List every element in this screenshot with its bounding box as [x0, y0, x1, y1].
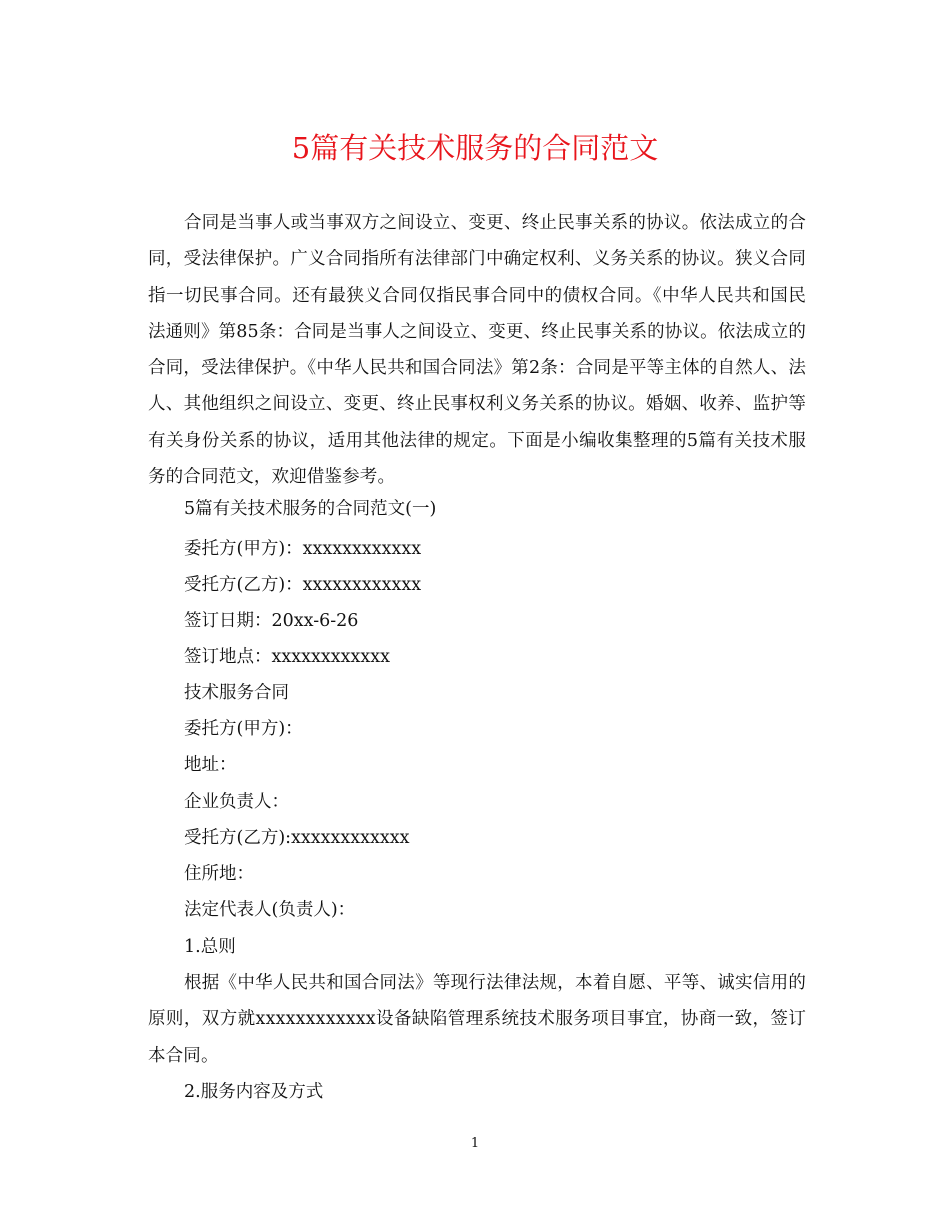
address-line: 地址： [184, 755, 237, 775]
page-number: 1 [470, 1136, 480, 1151]
legal-rep-line: 法定代表人(负责人)： [184, 900, 356, 920]
intro-paragraph: 合同是当事人或当事双方之间设立、变更、终止民事关系的协议。依法成立的合同，受法律保护。广义合同指所有法律部门中确定权利、义务关系的协议。狭义合同指一切民事合同。还有最狭义合同仅指民事合同中的债权合同。《中华人民共和国民法通则》第85条：合同是当事人之间设立、变更、终止民事关系的协议。依法成立的合同，受法律保护。《中华人民共和国合同法》第2条：合同是平等主体的自然人、法人、其他组织之间设立、变更、终止民事权利义务关系的协议。婚姻、收养、监护等有关身份关系的协议，适用其他法律的规定。下面是小编收集整理的5篇有关技术服务的合同范文，欢迎借鉴参考。 [148, 213, 806, 488]
contract-name-line: 技术服务合同 [184, 683, 289, 703]
section-heading: 5篇有关技术服务的合同范文(一) [184, 499, 437, 519]
clause1-heading: 1.总则 [184, 937, 236, 957]
enterprise-head-line: 企业负责人： [184, 792, 289, 812]
clause1-paragraph: 根据《中华人民共和国合同法》等现行法律法规，本着自愿、平等、诚实信用的原则，双方就xxxxxxxxxxxx设备缺陷管理系统技术服务项目事宜，协商一致，签订本合同。 [148, 973, 806, 1066]
sign-date-line: 签订日期：20xx-6-26 [184, 611, 359, 631]
document-title: 5篇有关技术服务的合同范文 [291, 131, 659, 165]
residence-line: 住所地： [184, 864, 254, 884]
client-line: 委托方(甲方)：xxxxxxxxxxxx [184, 539, 422, 559]
contractor-party-line: 受托方(乙方):xxxxxxxxxxxx [184, 828, 410, 848]
contractor-line: 受托方(乙方)：xxxxxxxxxxxx [184, 575, 422, 595]
client-party-line: 委托方(甲方)： [184, 719, 303, 739]
clause2-heading: 2.服务内容及方式 [184, 1082, 324, 1102]
sign-place-line: 签订地点：xxxxxxxxxxxx [184, 647, 390, 667]
